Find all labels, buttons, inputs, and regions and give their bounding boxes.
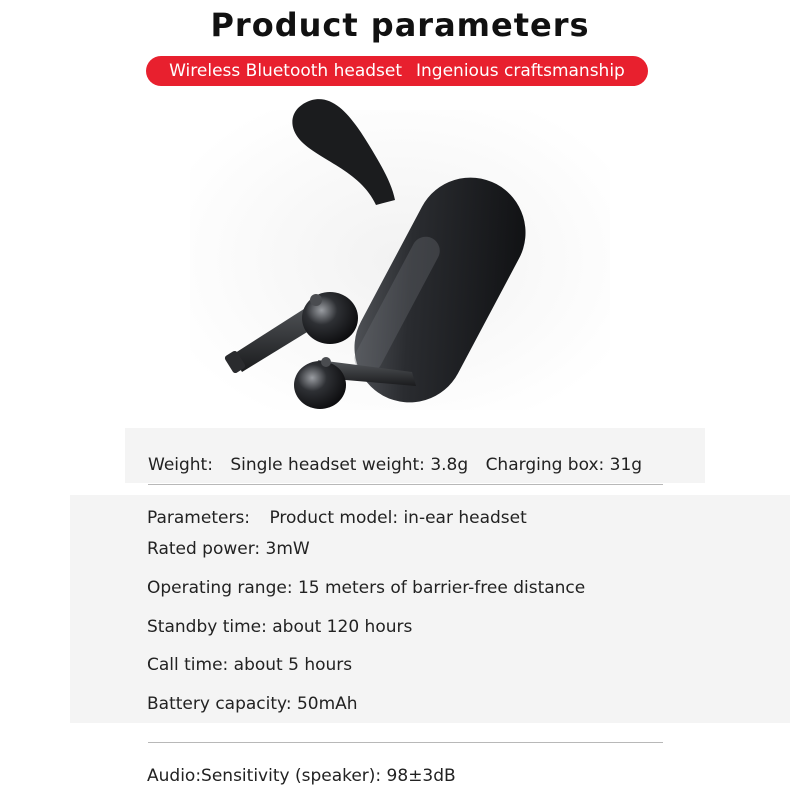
parameters-label: Parameters: bbox=[147, 508, 251, 528]
audio-sensitivity: Audio:Sensitivity (speaker): 98±3dB bbox=[147, 766, 456, 786]
charging-box-weight: Charging box: 31g bbox=[485, 455, 643, 475]
call-time: Call time: about 5 hours bbox=[147, 655, 353, 675]
operating-range: Operating range: 15 meters of barrier-free distance bbox=[147, 578, 586, 598]
parameters-band bbox=[70, 495, 790, 723]
page-title: Product parameters bbox=[210, 6, 590, 44]
earbuds-product-image bbox=[150, 92, 610, 412]
battery-capacity: Battery capacity: 50mAh bbox=[147, 694, 358, 714]
tagline-banner bbox=[146, 56, 648, 86]
divider bbox=[148, 742, 663, 743]
weight-label: Weight: bbox=[148, 455, 213, 475]
single-headset-weight: Single headset weight: 3.8g bbox=[230, 455, 469, 475]
product-model: Product model: in-ear headset bbox=[269, 508, 527, 528]
divider bbox=[148, 484, 663, 485]
weight-line bbox=[148, 455, 708, 475]
rated-power: Rated power: 3mW bbox=[147, 539, 310, 559]
banner-left-text: Wireless Bluetooth headset bbox=[169, 61, 403, 81]
banner-right-text: Ingenious craftsmanship bbox=[416, 61, 625, 81]
parameters-line bbox=[147, 508, 527, 528]
standby-time: Standby time: about 120 hours bbox=[147, 617, 413, 637]
